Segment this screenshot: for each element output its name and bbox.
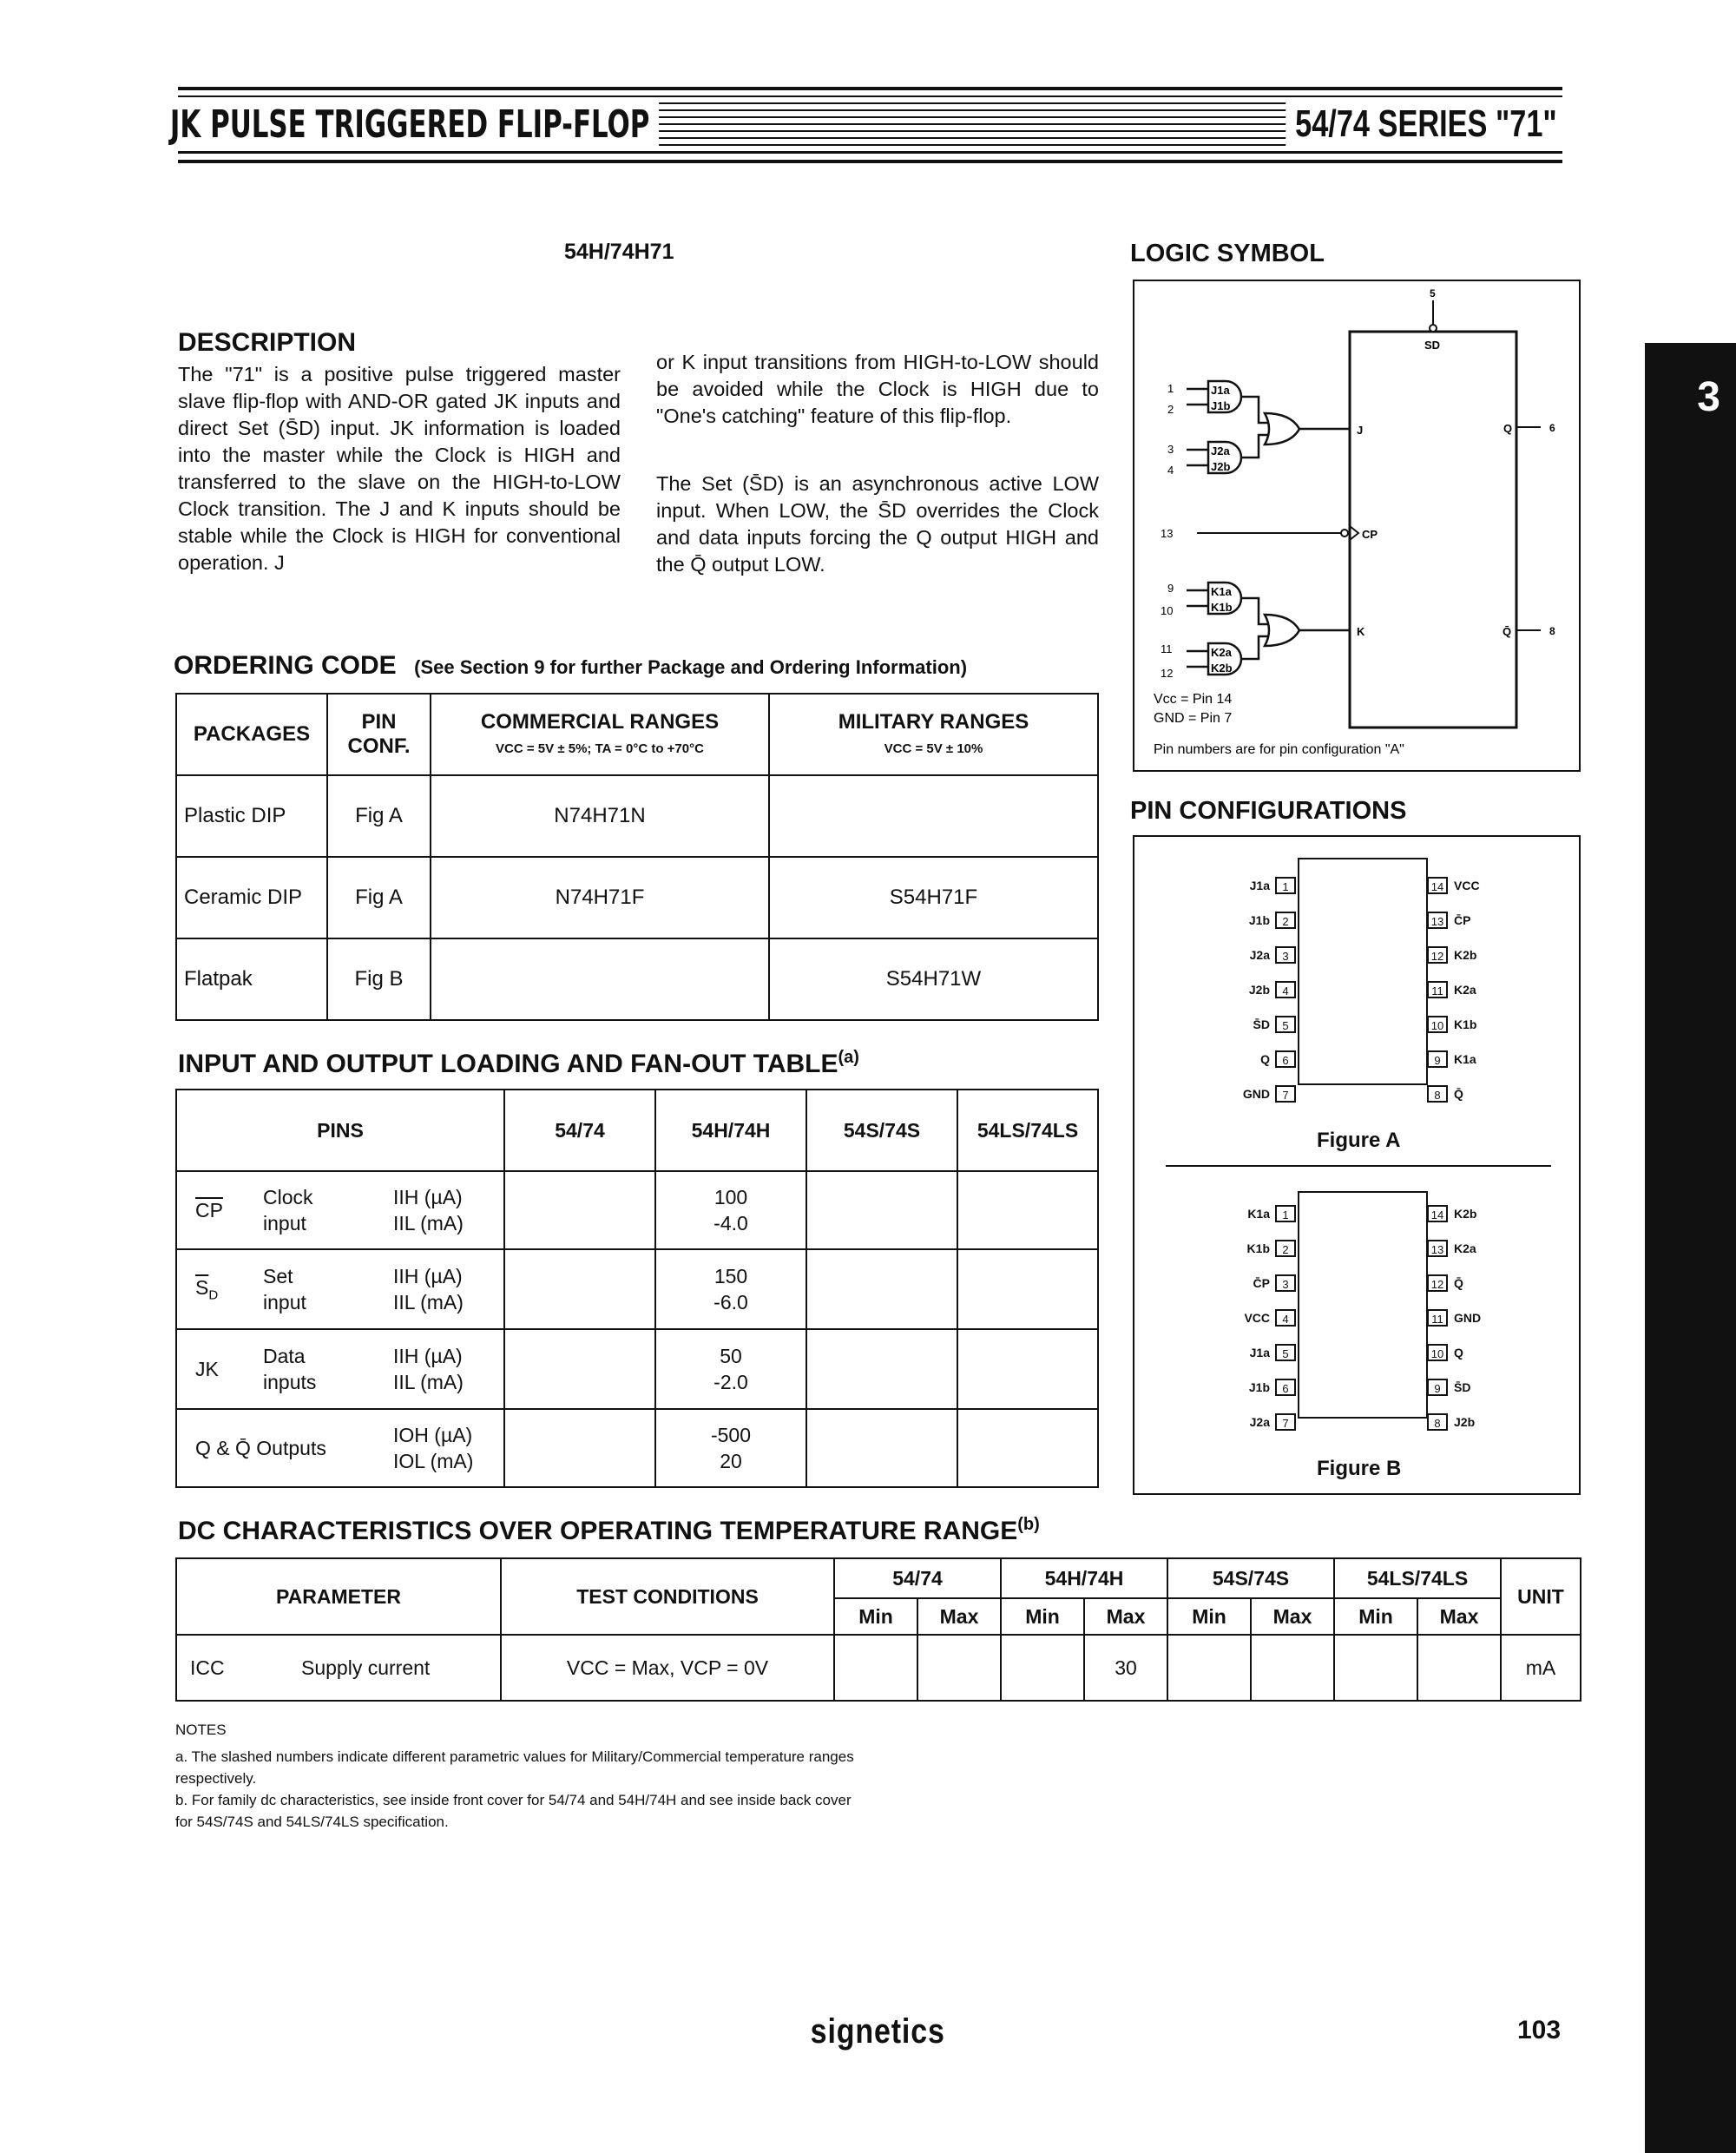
section-tab-number: 3 bbox=[1697, 374, 1720, 420]
value-cell bbox=[957, 1329, 1098, 1409]
pin-desc bbox=[263, 1184, 393, 1236]
pin-label: K1b bbox=[1246, 1241, 1270, 1255]
fanout-table bbox=[175, 1089, 1099, 1488]
commercial-sub: VCC = 5V ± 5%; TA = 0°C to +70°C bbox=[496, 741, 704, 756]
parameter-cell bbox=[176, 1635, 501, 1701]
pin-label: K2a bbox=[1454, 1241, 1476, 1255]
pin-2-label: 2 bbox=[1167, 403, 1174, 416]
col-group-5474: 54/74 bbox=[834, 1558, 1001, 1598]
pin-label: C̄P bbox=[1253, 1276, 1270, 1290]
col-54s74s: 54S/74S bbox=[806, 1090, 957, 1171]
col-min: Min bbox=[1334, 1598, 1417, 1635]
pin-number: 8 bbox=[1427, 1085, 1448, 1103]
fig-cell: Fig A bbox=[327, 775, 431, 857]
pin-4-label: 4 bbox=[1167, 464, 1174, 477]
pin-number: 8 bbox=[1427, 1413, 1448, 1431]
value-cell bbox=[1417, 1635, 1501, 1701]
pin-number: 9 bbox=[1427, 1050, 1448, 1068]
pin-3-label: 3 bbox=[1167, 443, 1174, 456]
j1a-label: J1a bbox=[1211, 384, 1230, 397]
k2a-label: K2a bbox=[1211, 646, 1232, 659]
col-min: Min bbox=[1001, 1598, 1084, 1635]
desc-line1: Set bbox=[263, 1265, 293, 1287]
ordering-table bbox=[175, 693, 1099, 1021]
pin-symbol: $\overline{CP}$ bbox=[195, 1198, 223, 1221]
value-cell bbox=[834, 1635, 917, 1701]
value-line2: -2.0 bbox=[713, 1371, 748, 1393]
value-cell bbox=[1167, 1635, 1251, 1701]
value-cell bbox=[504, 1409, 655, 1487]
col-pins: PINS bbox=[176, 1090, 504, 1171]
pin-number: 10 bbox=[1427, 1016, 1448, 1033]
j2b-label: J2b bbox=[1211, 460, 1231, 473]
pin-number: 14 bbox=[1427, 877, 1448, 894]
table-row bbox=[176, 1249, 1098, 1329]
desc-line2: input bbox=[263, 1291, 306, 1314]
value-cell bbox=[504, 1249, 655, 1329]
pin-number: 10 bbox=[1427, 1344, 1448, 1361]
pin-number: 9 bbox=[1427, 1379, 1448, 1396]
value-line1: -500 bbox=[710, 1424, 752, 1446]
col-54h74h: 54H/74H bbox=[655, 1090, 806, 1171]
pin-number: 14 bbox=[1427, 1205, 1448, 1222]
commercial-label: COMMERCIAL RANGES bbox=[480, 710, 720, 734]
pin-label: K1a bbox=[1454, 1052, 1476, 1066]
param-symbol: ICC bbox=[190, 1656, 225, 1679]
pin-number: 2 bbox=[1275, 912, 1296, 929]
pin-number: 1 bbox=[1275, 877, 1296, 894]
logic-symbol-box bbox=[1133, 280, 1581, 772]
value-cell bbox=[806, 1329, 957, 1409]
col-group-54h74h: 54H/74H bbox=[1001, 1558, 1167, 1598]
param-line2: IIL (mA) bbox=[393, 1371, 464, 1393]
col-max: Max bbox=[917, 1598, 1001, 1635]
param-line1: IIH (µA) bbox=[393, 1345, 463, 1367]
col-max: Max bbox=[1084, 1598, 1167, 1635]
part-number: 54H/74H71 bbox=[564, 240, 674, 264]
value-line2: -4.0 bbox=[713, 1212, 748, 1235]
value-line2: 20 bbox=[720, 1450, 742, 1472]
param-line2: IIL (mA) bbox=[393, 1212, 464, 1235]
pin-number: 4 bbox=[1275, 981, 1296, 998]
j-label: J bbox=[1357, 424, 1364, 437]
fig-cell: Fig B bbox=[327, 938, 431, 1020]
dc-table bbox=[175, 1557, 1581, 1702]
pin-desc bbox=[263, 1263, 393, 1315]
dc-header-row1 bbox=[176, 1558, 1581, 1598]
pin-label: K2b bbox=[1454, 948, 1477, 962]
pin-number: 12 bbox=[1427, 946, 1448, 964]
pin-params bbox=[393, 1184, 464, 1236]
table-row bbox=[176, 1171, 1098, 1249]
value-cell bbox=[806, 1171, 957, 1249]
pin-label: GND bbox=[1242, 1087, 1270, 1101]
col-pin-conf bbox=[327, 694, 431, 775]
figB-caption: Figure B bbox=[1317, 1457, 1402, 1480]
commercial-cell: N74H71N bbox=[431, 775, 769, 857]
col-54ls74ls: 54LS/74LS bbox=[957, 1090, 1098, 1171]
cp-label: CP bbox=[1362, 528, 1378, 541]
pin-label: J2b bbox=[1454, 1415, 1476, 1429]
value-cell bbox=[806, 1249, 957, 1329]
vcc-note: Vcc = Pin 14 bbox=[1154, 692, 1233, 707]
col-parameter: PARAMETER bbox=[176, 1558, 501, 1635]
pin-config-title: PIN CONFIGURATIONS bbox=[1130, 797, 1407, 825]
pin-number: 12 bbox=[1427, 1274, 1448, 1292]
unit-cell: mA bbox=[1501, 1635, 1581, 1701]
value-cell bbox=[917, 1635, 1001, 1701]
pin-cell bbox=[176, 1249, 504, 1329]
pin-label: Q̄ bbox=[1454, 1276, 1463, 1290]
pin-number: 3 bbox=[1275, 1274, 1296, 1292]
desc-line1: Data bbox=[263, 1345, 306, 1367]
value-cell bbox=[957, 1409, 1098, 1487]
value-line2: -6.0 bbox=[713, 1291, 748, 1314]
col-group-54s74s: 54S/74S bbox=[1167, 1558, 1334, 1598]
pin-8-label: 8 bbox=[1549, 625, 1555, 637]
value-cell bbox=[1001, 1635, 1084, 1701]
pin-label: J2a bbox=[1249, 948, 1270, 962]
pin-params bbox=[393, 1343, 464, 1395]
pin-symbol: JK bbox=[195, 1357, 219, 1380]
value-cell bbox=[957, 1171, 1098, 1249]
pin-label: J1a bbox=[1249, 879, 1270, 892]
pin-params bbox=[393, 1263, 464, 1315]
fanout-title-row bbox=[178, 1048, 859, 1079]
pin-label: K2b bbox=[1454, 1207, 1477, 1221]
pin-13-label: 13 bbox=[1161, 527, 1174, 540]
desc-line1: Clock bbox=[263, 1186, 313, 1208]
value-cell bbox=[806, 1409, 957, 1487]
pin-number: 5 bbox=[1275, 1016, 1296, 1033]
page-number: 103 bbox=[1517, 2016, 1562, 2044]
table-row bbox=[176, 857, 1098, 938]
description-col1: The "71" is a positive pulse triggered master slave flip-flop with AND-OR gated JK inputs and direct Set (S̄D) input. JK information is loaded into the master while the Clock is HIGH and transferred to the slave on the HIGH-to-LOW Clock transition. The J and K inputs should be stable while the Clock is HIGH for conventional operation. J bbox=[178, 363, 621, 574]
pin-number: 3 bbox=[1275, 946, 1296, 964]
col-max: Max bbox=[1417, 1598, 1501, 1635]
pin-1-label: 1 bbox=[1167, 382, 1174, 395]
fanout-title-note: (a) bbox=[838, 1048, 859, 1067]
pin-label: VCC bbox=[1454, 879, 1480, 892]
pin-6-label: 6 bbox=[1549, 422, 1555, 434]
col-group-54ls74ls: 54LS/74LS bbox=[1334, 1558, 1501, 1598]
j2a-label: J2a bbox=[1211, 444, 1230, 458]
desc-line2: inputs bbox=[263, 1371, 317, 1393]
col-min: Min bbox=[1167, 1598, 1251, 1635]
header-title: JK PULSE TRIGGERED FLIP-FLOP bbox=[161, 102, 659, 147]
military-cell: S54H71W bbox=[769, 938, 1098, 1020]
pin-number: 13 bbox=[1427, 912, 1448, 929]
value-cell bbox=[1334, 1635, 1417, 1701]
pin-number: 6 bbox=[1275, 1050, 1296, 1068]
description-title: DESCRIPTION bbox=[178, 328, 357, 357]
note-a: a. The slashed numbers indicate different parametric values for Military/Commercial temperature ranges respectively. bbox=[175, 1748, 854, 1787]
description-col2a: or K input transitions from HIGH-to-LOW should be avoided while the Clock is HIGH due to "One's catching" feature of this flip-flop. bbox=[656, 351, 1099, 427]
pin-label: Q bbox=[1454, 1346, 1463, 1360]
pin-symbol: Q & Q̄ Outputs bbox=[195, 1436, 326, 1459]
pin-cell bbox=[176, 1329, 504, 1409]
pin-5-label: 5 bbox=[1430, 287, 1436, 300]
pin-11-label: 11 bbox=[1161, 642, 1173, 655]
pin-label: K1a bbox=[1247, 1207, 1270, 1221]
value-cell bbox=[655, 1249, 806, 1329]
pin-cell bbox=[176, 1171, 504, 1249]
table-row bbox=[176, 938, 1098, 1020]
pin-label: J1b bbox=[1248, 1380, 1270, 1394]
pin-number: 11 bbox=[1427, 981, 1448, 998]
table-row bbox=[176, 775, 1098, 857]
k1a-label: K1a bbox=[1211, 585, 1232, 598]
logic-symbol-title: LOGIC SYMBOL bbox=[1130, 240, 1325, 267]
param-line1: IIH (µA) bbox=[393, 1186, 463, 1208]
pin-config-box bbox=[1133, 835, 1581, 1495]
value-cell bbox=[957, 1249, 1098, 1329]
value-cell bbox=[504, 1171, 655, 1249]
conf-label: CONF. bbox=[347, 734, 411, 758]
figA-chip-body bbox=[1298, 858, 1428, 1085]
logic-symbol-diagram bbox=[1134, 281, 1579, 770]
commercial-cell bbox=[431, 938, 769, 1020]
pin-label: Q bbox=[1260, 1052, 1270, 1066]
pin-9-label: 9 bbox=[1167, 582, 1174, 595]
fanout-title: INPUT AND OUTPUT LOADING AND FAN-OUT TABLE bbox=[178, 1050, 838, 1078]
figB-chip-body bbox=[1298, 1191, 1428, 1419]
desc-line2: input bbox=[263, 1212, 306, 1235]
col-unit: UNIT bbox=[1501, 1558, 1581, 1635]
description-col2b: The Set (S̄D) is an asynchronous active LOW input. When LOW, the S̄D overrides the Clock and data inputs forcing the Q output HIGH and the Q̄ output LOW. bbox=[656, 472, 1099, 576]
pin-label: K1b bbox=[1454, 1017, 1477, 1031]
military-sub: VCC = 5V ± 10% bbox=[884, 741, 983, 756]
param-line2: IIL (mA) bbox=[393, 1291, 464, 1314]
dc-title-row bbox=[178, 1515, 1040, 1546]
pin-number: 5 bbox=[1275, 1344, 1296, 1361]
military-cell: S54H71F bbox=[769, 857, 1098, 938]
pin-number: 2 bbox=[1275, 1240, 1296, 1257]
k2b-label: K2b bbox=[1211, 662, 1233, 675]
signetics-logo: signetics bbox=[810, 2012, 945, 2051]
col-min: Min bbox=[834, 1598, 917, 1635]
value-cell bbox=[655, 1329, 806, 1409]
pin-10-label: 10 bbox=[1161, 604, 1174, 617]
col-packages: PACKAGES bbox=[176, 694, 327, 775]
param-line1: IOH (µA) bbox=[393, 1424, 473, 1446]
header-series: 54/74 SERIES "71" bbox=[1286, 102, 1567, 146]
pin-label: S̄D bbox=[1454, 1380, 1471, 1394]
param-name: Supply current bbox=[301, 1656, 431, 1679]
value-cell bbox=[655, 1171, 806, 1249]
pin-label: J1a bbox=[1249, 1346, 1270, 1360]
col-5474: 54/74 bbox=[504, 1090, 655, 1171]
value-line1: 50 bbox=[720, 1345, 742, 1367]
pin-label: Q̄ bbox=[1454, 1087, 1463, 1101]
package-cell: Plastic DIP bbox=[176, 775, 327, 857]
note-b: b. For family dc characteristics, see inside front cover for 54/74 and 54H/74H and see inside back cover for 54S/74S and 54LS/74LS specification. bbox=[175, 1792, 852, 1830]
value-cell bbox=[504, 1329, 655, 1409]
value-line1: 150 bbox=[713, 1265, 748, 1287]
pin-footnote: Pin numbers are for pin configuration "A" bbox=[1154, 742, 1404, 757]
pin-label: PIN bbox=[361, 710, 397, 734]
value-cell bbox=[1251, 1635, 1334, 1701]
pin-label: VCC bbox=[1244, 1311, 1270, 1325]
col-commercial bbox=[431, 694, 769, 775]
notes-title: NOTES bbox=[175, 1722, 227, 1738]
value-cell: 30 bbox=[1084, 1635, 1167, 1701]
q-label: Q bbox=[1503, 422, 1513, 435]
col-military bbox=[769, 694, 1098, 775]
military-label: MILITARY RANGES bbox=[838, 710, 1029, 734]
pin-number: 6 bbox=[1275, 1379, 1296, 1396]
pin-label: C̄P bbox=[1454, 913, 1471, 927]
commercial-cell: N74H71F bbox=[431, 857, 769, 938]
pin-desc bbox=[263, 1343, 393, 1395]
k-label: K bbox=[1357, 625, 1365, 638]
pin-number: 1 bbox=[1275, 1205, 1296, 1222]
param-line1: IIH (µA) bbox=[393, 1265, 463, 1287]
section-tab bbox=[1645, 343, 1736, 2153]
table-row bbox=[176, 1329, 1098, 1409]
ordering-title: ORDERING CODE bbox=[174, 651, 397, 680]
col-max: Max bbox=[1251, 1598, 1334, 1635]
pin-number: 11 bbox=[1427, 1309, 1448, 1327]
j1b-label: J1b bbox=[1211, 399, 1231, 412]
figure-divider bbox=[1166, 1165, 1551, 1167]
sd-label: SD bbox=[1424, 339, 1441, 352]
test-cell: VCC = Max, VCP = 0V bbox=[501, 1635, 834, 1701]
gnd-note: GND = Pin 7 bbox=[1154, 711, 1233, 726]
package-cell: Flatpak bbox=[176, 938, 327, 1020]
value-cell bbox=[655, 1409, 806, 1487]
param-line2: IOL (mA) bbox=[393, 1450, 474, 1472]
fanout-header-row bbox=[176, 1090, 1098, 1171]
pin-12-label: 12 bbox=[1161, 667, 1174, 680]
col-test-conditions: TEST CONDITIONS bbox=[501, 1558, 834, 1635]
pin-label: J2b bbox=[1248, 983, 1270, 997]
pin-cell bbox=[176, 1409, 504, 1487]
military-cell bbox=[769, 775, 1098, 857]
pin-label: S̄D bbox=[1253, 1017, 1270, 1031]
pin-number: 13 bbox=[1427, 1240, 1448, 1257]
table-row bbox=[176, 1409, 1098, 1487]
pin-symbol: $\overline{S}_D$ bbox=[195, 1275, 219, 1303]
value-line1: 100 bbox=[713, 1186, 748, 1208]
ordering-title-row bbox=[174, 651, 967, 681]
fig-cell: Fig A bbox=[327, 857, 431, 938]
package-cell: Ceramic DIP bbox=[176, 857, 327, 938]
figA-caption: Figure A bbox=[1317, 1129, 1401, 1152]
qbar-label: Q̄ bbox=[1503, 625, 1512, 638]
dc-title-note: (b) bbox=[1017, 1515, 1040, 1534]
pin-label: J2a bbox=[1249, 1415, 1270, 1429]
ordering-header-row bbox=[176, 694, 1098, 775]
pin-number: 7 bbox=[1275, 1413, 1296, 1431]
dc-title: DC CHARACTERISTICS OVER OPERATING TEMPERATURE RANGE bbox=[178, 1517, 1018, 1545]
pin-number: 4 bbox=[1275, 1309, 1296, 1327]
pin-params bbox=[393, 1422, 473, 1474]
pin-label: J1b bbox=[1248, 913, 1270, 927]
pin-number: 7 bbox=[1275, 1085, 1296, 1103]
pin-label: GND bbox=[1454, 1311, 1482, 1325]
notes bbox=[175, 1719, 870, 1833]
pin-label: K2a bbox=[1454, 983, 1476, 997]
table-row bbox=[176, 1635, 1581, 1701]
ordering-subtitle: (See Section 9 for further Package and Ordering Information) bbox=[414, 656, 968, 678]
k1b-label: K1b bbox=[1211, 601, 1233, 614]
